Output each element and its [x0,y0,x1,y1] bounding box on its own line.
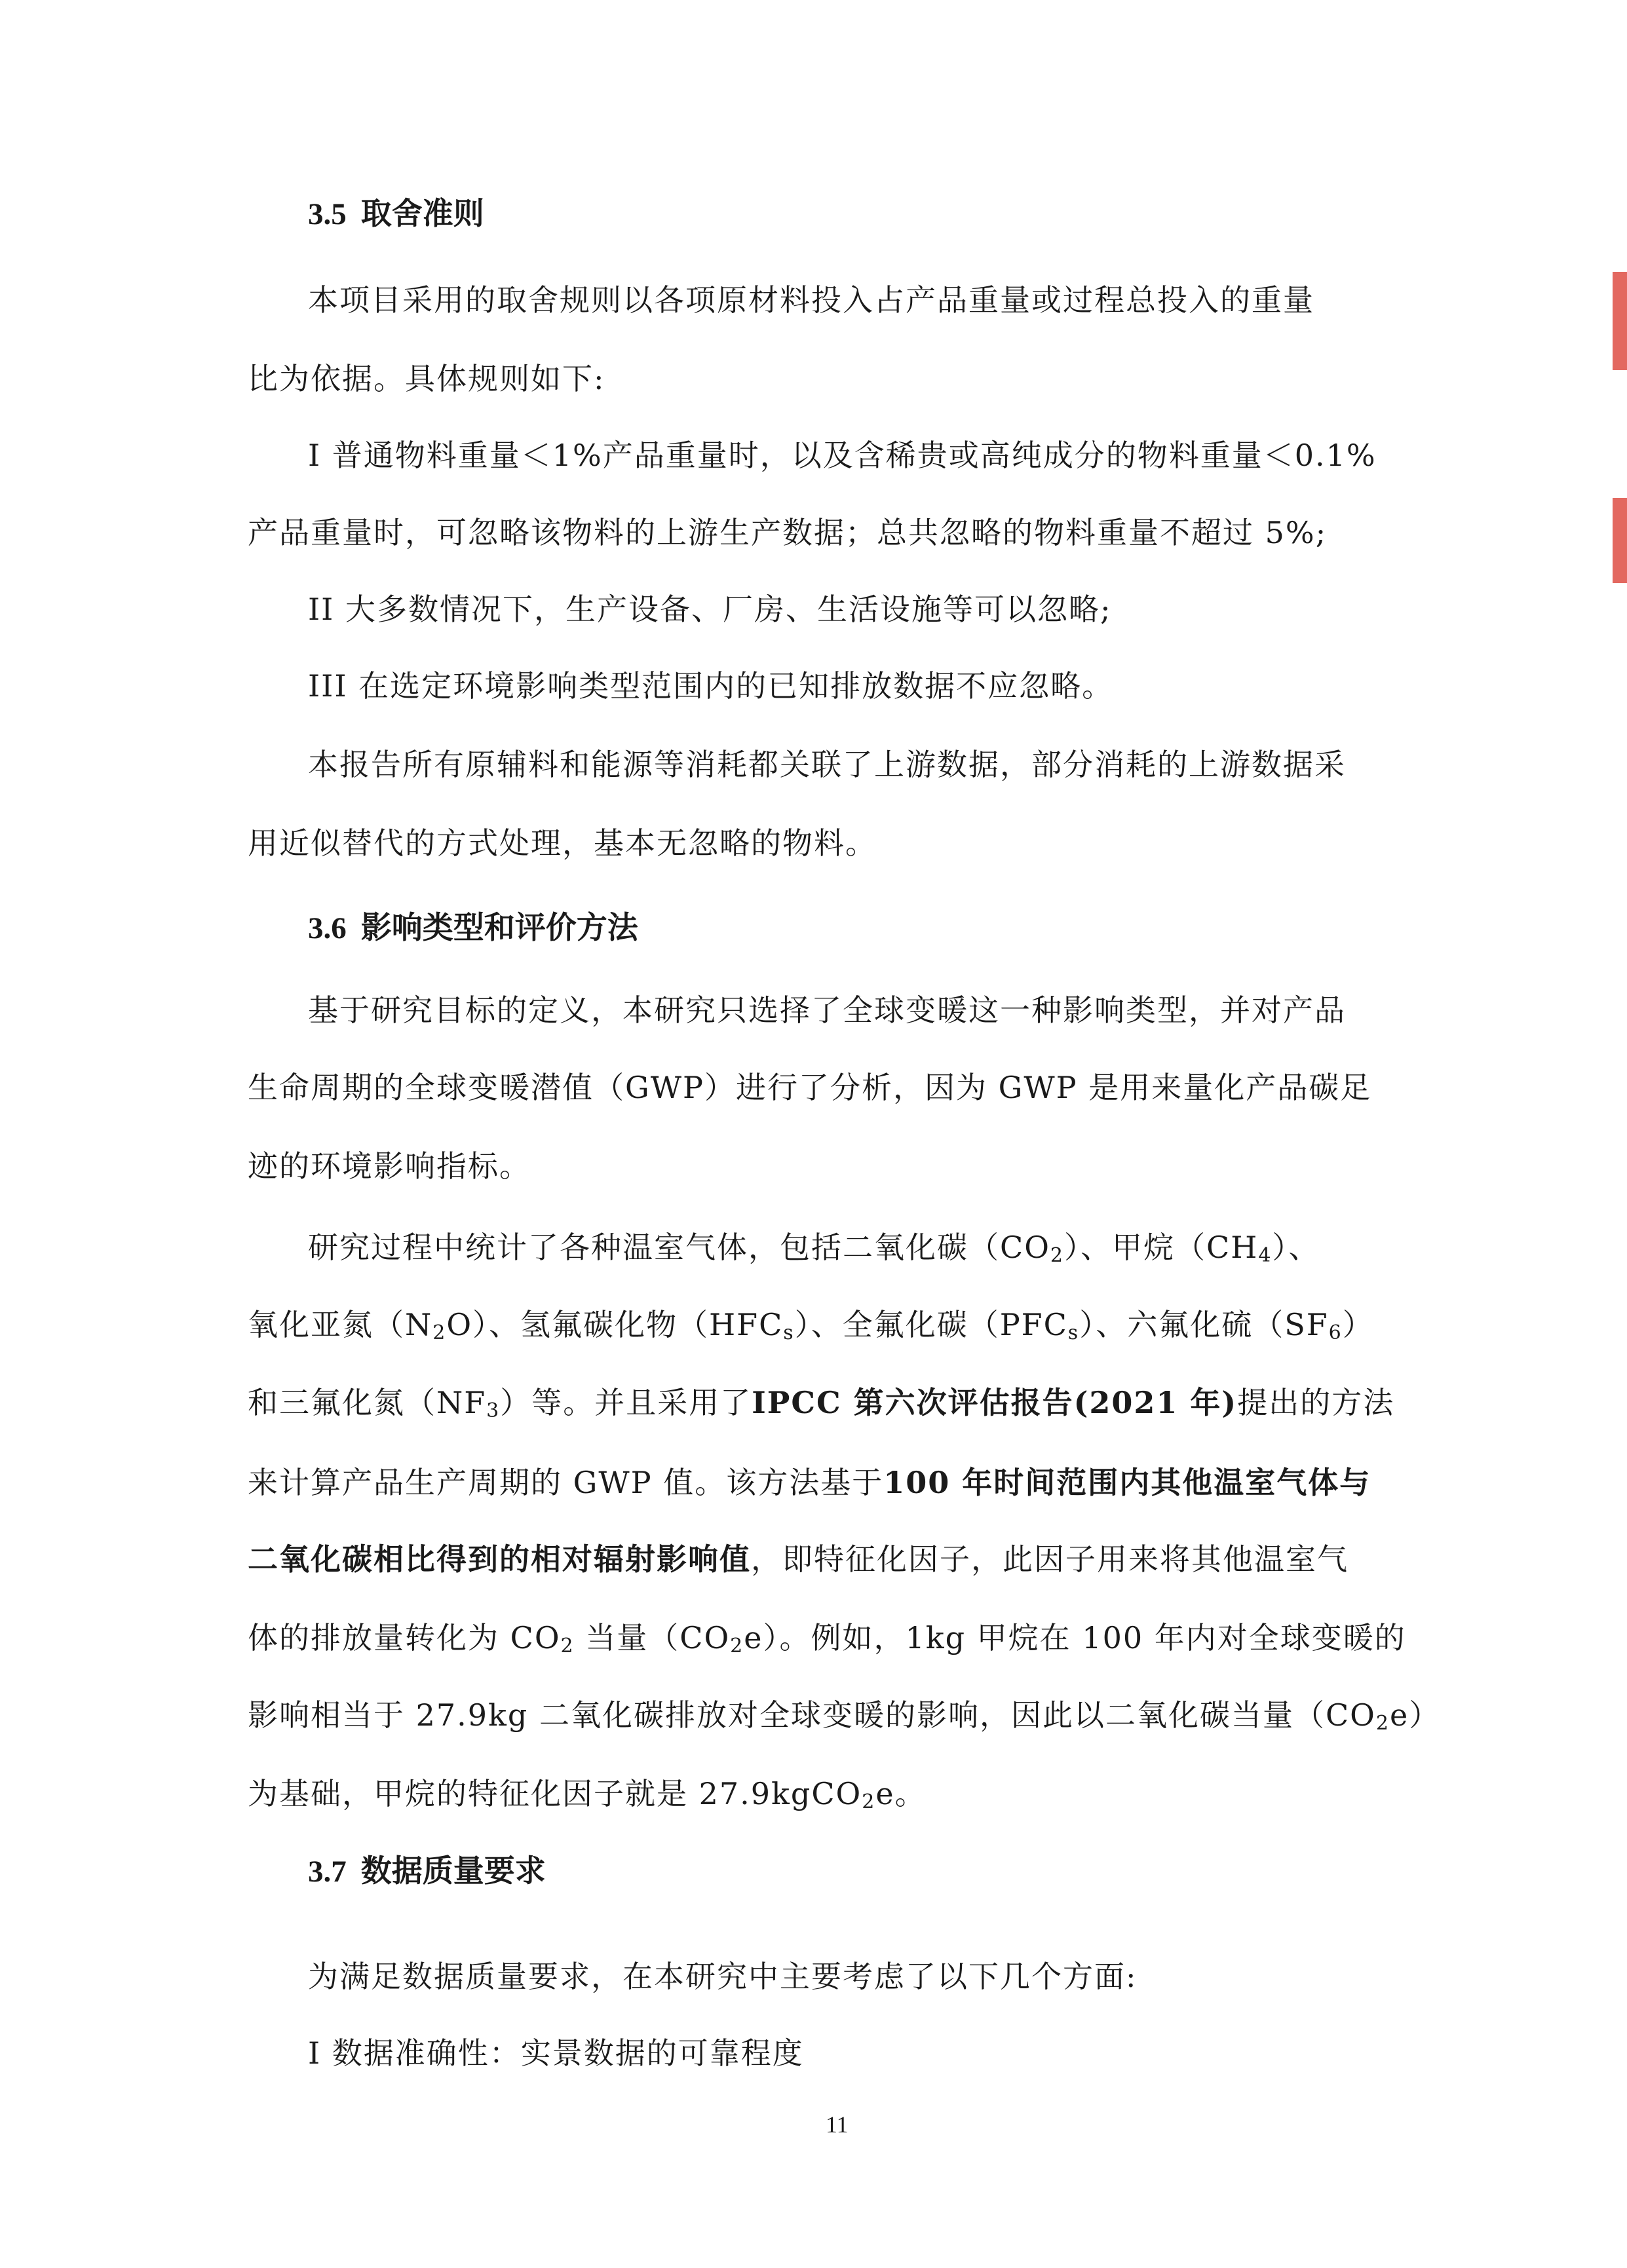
text-run: ）等。并且采用了 [500,1385,752,1420]
section-title: 影响类型和评价方法 [360,910,638,946]
paragraph-line: 比为依据。具体规则如下: [248,361,605,396]
subscript: 3 [486,1399,501,1422]
text-run: e。 [875,1776,927,1811]
list-item: I 数据准确性：实景数据的可靠程度 [308,2035,804,2071]
text-run: 影响相当于 27.9kg 二氧化碳排放对全球变暖的影响，因此以二氧化碳当量（CO [248,1697,1376,1733]
rule-item-1-line: I 普通物料重量＜1%产品重量时，以及含稀贵或高纯成分的物料重量＜0.1% [308,438,1377,473]
text-run: 当量（CO [574,1620,731,1655]
paragraph-line: 生命周期的全球变暖潜值（GWP）进行了分析，因为 GWP 是用来量化产品碳足 [248,1070,1372,1105]
bold-text-run: 二氧化碳相比得到的相对辐射影响值 [248,1541,751,1577]
text-run: ）、全氟化碳（PFC [794,1307,1068,1342]
seal-fragment [1613,272,1627,370]
subscript: 2 [862,1790,876,1813]
text-run: ）、甲烷（CH [1064,1230,1259,1265]
text-run: O）、氢氟碳化物（HFC [446,1307,784,1342]
paragraph-line [248,1695,1440,1735]
paragraph-line [248,1383,1394,1422]
text-run: ，即特征化因子，此因子用来将其他温室气 [751,1541,1349,1577]
paragraph-line [248,1305,1374,1344]
paragraph-line: 用近似替代的方式处理，基本无忽略的物料。 [248,825,877,861]
rule-item-1-line: 产品重量时，可忽略该物料的上游生产数据；总共忽略的物料重量不超过 5%; [248,515,1328,550]
text-run: ） [1342,1307,1374,1342]
text-run: 研究过程中统计了各种温室气体，包括二氧化碳（CO [308,1230,1050,1265]
subscript: 2 [560,1635,575,1657]
subscript: s [1067,1321,1080,1344]
text-run: e） [1390,1697,1441,1733]
paragraph-line: 本项目采用的取舍规则以各项原材料投入占产品重量或过程总投入的重量 [308,282,1314,318]
bold-text-run: IPCC 第六次评估报告(2021 年) [752,1385,1238,1420]
subscript: 4 [1258,1244,1273,1267]
section-heading-3-5 [308,195,484,234]
subscript: s [783,1321,795,1344]
paragraph-line: 迹的环境影响指标。 [248,1148,531,1184]
section-number: 3.6 [308,911,347,945]
text-run: 为基础，甲烷的特征化因子就是 27.9kgCO [248,1776,862,1811]
subscript: 2 [1050,1244,1065,1267]
text-run: ）、六氟化硫（SF [1079,1307,1329,1342]
text-run: 来计算产品生产周期的 GWP 值。该方法基于 [248,1465,884,1500]
text-run: 体的排放量转化为 CO [248,1620,561,1655]
paragraph-line [308,1228,1320,1267]
text-run: e）。例如，1kg 甲烷在 100 年内对全球变暖的 [744,1620,1406,1655]
text-run: 和三氟化氮（NF [248,1385,487,1420]
subscript: 2 [1375,1712,1390,1735]
paragraph-line: 为满足数据质量要求，在本研究中主要考虑了以下几个方面: [308,1959,1138,1994]
text-run: 提出的方法 [1237,1385,1395,1420]
paragraph-line: 本报告所有原辅料和能源等消耗都关联了上游数据，部分消耗的上游数据采 [308,747,1346,782]
subscript: 2 [730,1635,744,1657]
page-number: 11 [826,2111,849,2138]
rule-item-3: III 在选定环境影响类型范围内的已知排放数据不应忽略。 [308,668,1114,704]
subscript: 6 [1328,1321,1343,1344]
bold-text-run: 100 年时间范围内其他温室气体与 [883,1465,1371,1500]
text-run: 氧化亚氮（N [248,1307,433,1342]
paragraph-line [248,1774,927,1813]
paragraph-line [248,1463,1371,1502]
paragraph-line [248,1540,1349,1579]
section-heading-3-6 [308,909,638,948]
seal-fragment [1613,498,1627,583]
subscript: 2 [432,1321,447,1344]
text-run: ）、 [1272,1230,1320,1265]
section-title: 取舍准则 [360,196,484,232]
rule-item-2: II 大多数情况下，生产设备、厂房、生活设施等可以忽略; [308,592,1112,627]
paragraph-line [248,1618,1406,1657]
section-number: 3.5 [308,197,347,231]
paragraph-line: 基于研究目标的定义，本研究只选择了全球变暖这一种影响类型，并对产品 [308,992,1346,1028]
section-number: 3.7 [308,1855,347,1889]
section-heading-3-7 [308,1852,546,1891]
section-title: 数据质量要求 [360,1853,546,1889]
